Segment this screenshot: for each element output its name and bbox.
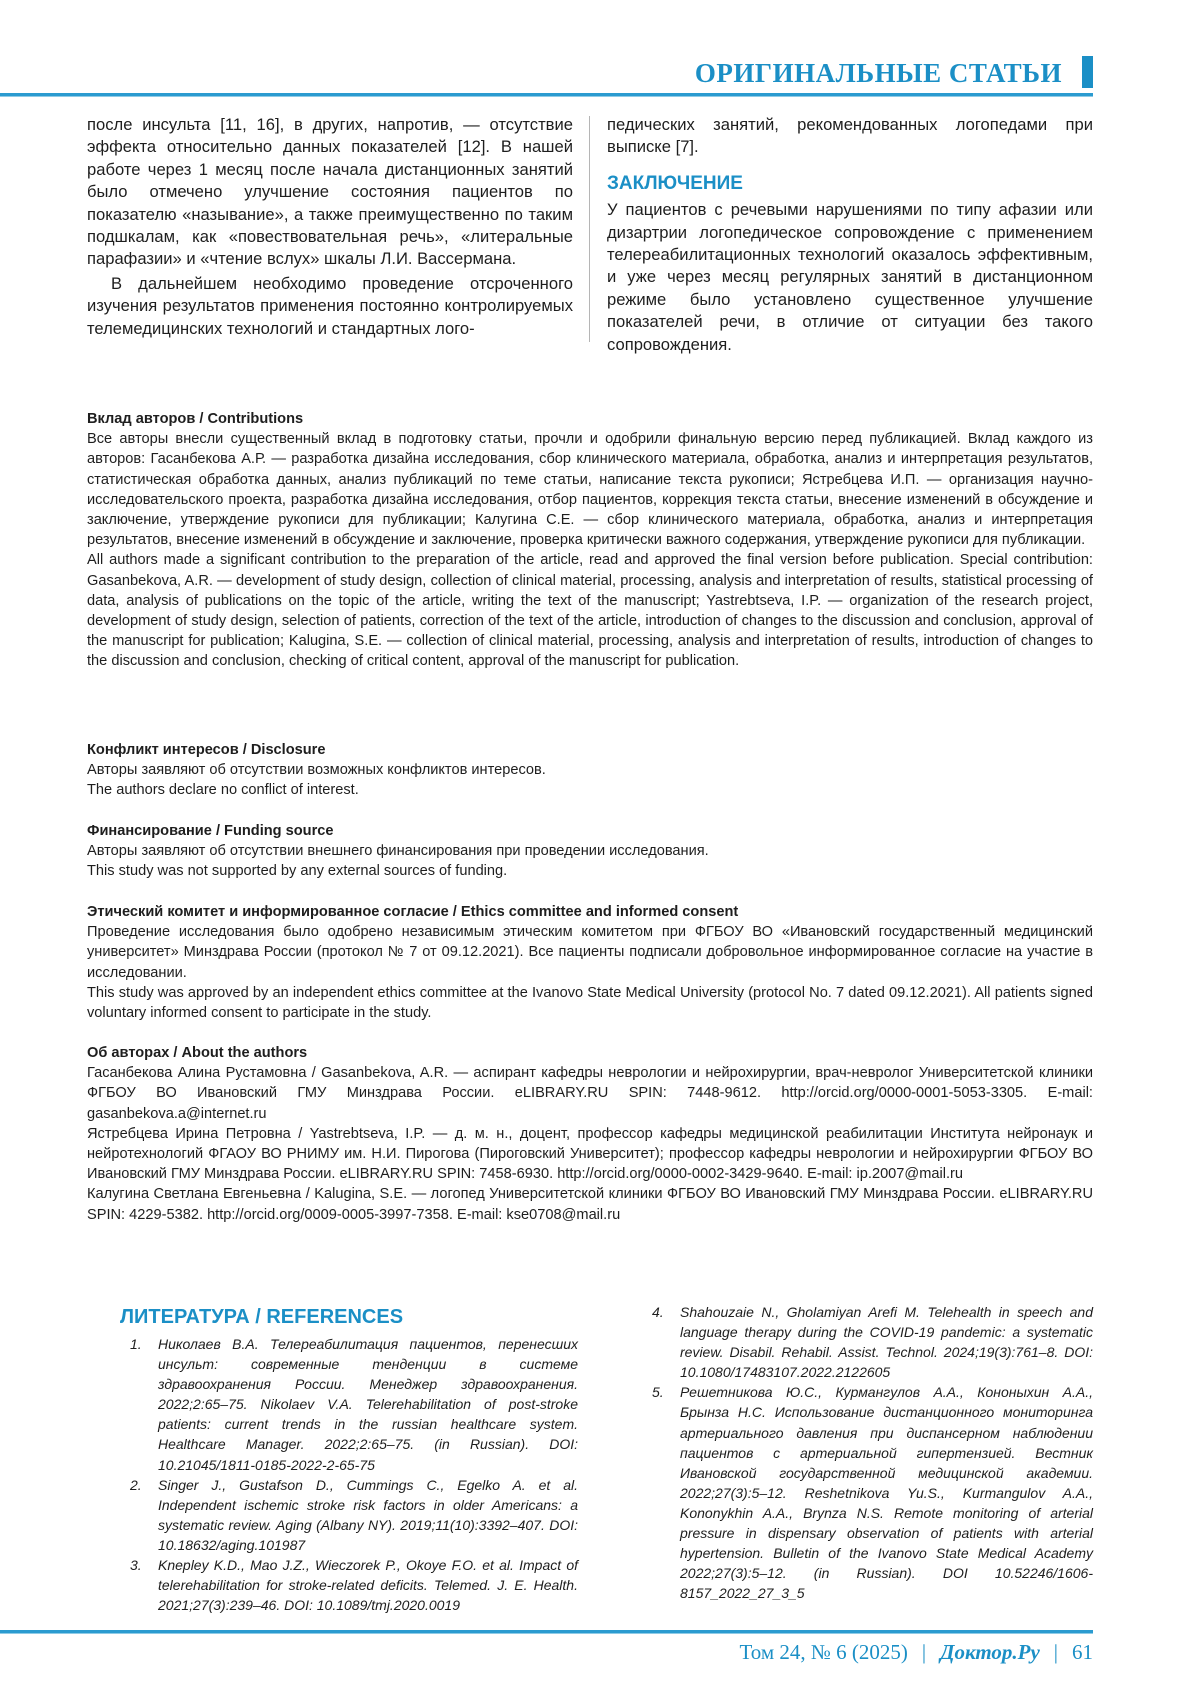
authors-section [87, 1043, 1093, 1225]
reference-item [652, 1382, 1093, 1603]
references-heading: ЛИТЕРАТУРА / REFERENCES [120, 1306, 403, 1329]
references-list-right [652, 1302, 1093, 1603]
journal-logo: Доктор.Ру [940, 1640, 1040, 1665]
paragraph: В дальнейшем необходимо проведение отсроченного изучения результатов применения постоянно контролируемых телемедицинских технологий и стандартных лого- [87, 273, 573, 340]
reference-text: Решетникова Ю.С., Курмангулов А.А., Кононыхин А.А., Брынза Н.С. Использование дистанционного мониторинга артериального давления при диспансерном наблюдении пациентов с артериальной гипертензией. Вестник Ивановской государственной медицинской академии. 2022;27(3):5–12. Reshetnikova Yu.S., Kurmangulov A.A., Kononykhin A.A., Brynza N.S. Remote monitoring of arterial pressure in dispensary observation of patients with arterial hypertension. Bulletin of the Ivanovo State Medical Academy 2022;27(3):5–12. (in Russian). DOI 10.52246/1606-8157_2022_27_3_5 [680, 1384, 1093, 1601]
funding-section [87, 821, 1093, 882]
footer-separator: | [922, 1640, 926, 1665]
issue-info: Том 24, № 6 (2025) [739, 1640, 907, 1665]
reference-number: 1. [130, 1334, 142, 1354]
reference-number: 3. [130, 1555, 142, 1575]
disclosure-section [87, 740, 1093, 801]
header-accent-bar [1082, 56, 1093, 88]
ethics-section [87, 902, 1093, 1023]
page-number: 61 [1072, 1640, 1093, 1665]
reference-text: Knepley K.D., Mao J.Z., Wieczorek P., Okoye F.O. et al. Impact of telerehabilitation for stroke-related deficits. Telemed. J. E. Health. 2021;27(3):239–46. DOI: 10.1089/tmj.2020.0019 [158, 1557, 578, 1613]
reference-number: 2. [130, 1475, 142, 1495]
author-item: Калугина Светлана Евгеньевна / Kalugina, S.E. — логопед Университетской клиники ФГБОУ ВО Ивановский ГМУ Минздрава России. eLIBRARY.RU SPIN: 4229-5382. http://orcid.org/0009-0005-3997-7358. E-mail: kse0708@mail.ru [87, 1184, 1093, 1224]
reference-text: Singer J., Gustafson D., Cummings C., Egelko A. et al. Independent ischemic stroke risk factors in older Americans: a systematic review. Aging (Albany NY). 2019;11(10):3392–407. DOI: 10.18632/aging.101987 [158, 1477, 578, 1553]
section-heading: Конфликт интересов / Disclosure [87, 740, 1093, 760]
paragraph: педических занятий, рекомендованных логопедами при выписке [7]. [607, 114, 1093, 159]
author-item: Гасанбекова Алина Рустамовна / Gasanbekova, A.R. — аспирант кафедры неврологии и нейрохирургии, врач-невролог Университетской клиники ФГБОУ ВО Ивановский ГМУ Минздрава России. eLIBRARY.RU SPIN: 7448-9612. http://orcid.org/0000-0001-5053-3305. E-mail: gasanbekova.a@internet.ru [87, 1063, 1093, 1124]
paragraph: Все авторы внесли существенный вклад в подготовку статьи, прочли и одобрили финальную версию перед публикацией. Вклад каждого из авторов: Гасанбекова А.Р. — разработка дизайна исследования, сбор клинического материала, обработка, анализ и интерпретация результатов, статистическая обработка данных, анализ публикаций по теме статьи, написание текста рукописи; Ястребцева И.П. — организация научно-исследовательского проекта, разработка дизайна исследования, отбор пациентов, коррекция текста статьи, внесение изменений в обсуждение и заключение, утверждение рукописи для публикации; Калугина С.Е. — сбор клинического материала, обработка, анализ и интерпретация результатов, внесение изменений в обсуждение и заключение, проверка критически важного содержания, утверждение рукописи для публикации. [87, 429, 1093, 550]
contributions-section [87, 409, 1093, 672]
right-column [607, 114, 1093, 356]
conclusion-text: У пациентов с речевыми нарушениями по типу афазии или дизартрии логопедическое сопровождение с применением телереабилитационных технологий оказалось эффективным, и уже через месяц регулярных занятий в дистанционном режиме было установлено существенное улучшение показателей речи, в отличие от ситуации без такого сопровождения. [607, 199, 1093, 356]
reference-item [652, 1302, 1093, 1382]
section-heading: Об авторах / About the authors [87, 1043, 1093, 1063]
section-title: ОРИГИНАЛЬНЫЕ СТАТЬИ [695, 58, 1062, 89]
reference-text: Shahouzaie N., Gholamiyan Arefi M. Telehealth in speech and language therapy during the COVID-19 pandemic: a systematic review. Disabil. Rehabil. Assist. Technol. 2024;19(3):761–8. DOI: 10.1080/17483107.2022.2122605 [680, 1304, 1093, 1380]
reference-item [130, 1334, 578, 1475]
left-column [87, 114, 573, 340]
reference-text: Николаев В.А. Телереабилитация пациентов, перенесших инсульт: современные тенденции в системе здравоохранения России. Менеджер здравоохранения. 2022;2:65–75. Nikolaev V.A. Telerehabilitation of post-stroke patients: current trends in the russian healthcare system. Healthcare Manager. 2022;2:65–75. (in Russian). DOI: 10.21045/1811-0185-2022-2-65-75 [158, 1336, 578, 1473]
paragraph: This study was approved by an independent ethics committee at the Ivanovo State Medical University (protocol No. 7 dated 09.12.2021). All patients signed voluntary informed consent to participate in the study. [87, 983, 1093, 1023]
paragraph: Авторы заявляют об отсутствии возможных конфликтов интересов. [87, 760, 1093, 780]
paragraph: Проведение исследования было одобрено независимым этическим комитетом при ФГБОУ ВО «Ивановский государственный медицинский университет» Минздрава России (протокол № 7 от 09.12.2021). Все пациенты подписали добровольное информированное согласие на участие в исследовании. [87, 922, 1093, 983]
section-heading: Этический комитет и информированное согласие / Ethics committee and informed consent [87, 902, 1093, 922]
reference-number: 4. [652, 1302, 664, 1322]
footer-rule [0, 1630, 1093, 1634]
author-item: Ястребцева Ирина Петровна / Yastrebtseva, I.P. — д. м. н., доцент, профессор кафедры медицинской реабилитации Института нейронаук и нейротехнологий ФГАОУ ВО РНИМУ им. Н.И. Пирогова (Пироговский Университет); профессор кафедры неврологии и нейрохирургии ФГБОУ ВО Ивановский ГМУ Минздрава России. eLIBRARY.RU SPIN: 7458-6930. http://orcid.org/0000-0002-3429-9640. E-mail: ip.2007@mail.ru [87, 1124, 1093, 1185]
paragraph: Авторы заявляют об отсутствии внешнего финансирования при проведении исследования. [87, 841, 1093, 861]
column-divider [589, 116, 590, 342]
page-footer [739, 1640, 1093, 1665]
paragraph: после инсульта [11, 16], в других, напротив, — отсутствие эффекта относительно данных показателей [12]. В нашей работе через 1 месяц после начала дистанционных занятий было отмечено улучшение состояния пациентов по показателю «называние», а также преимущественно по таким подшкалам, как «повествовательная речь», «литеральные парафазии» и «чтение вслух» шкалы Л.И. Вассермана. [87, 114, 573, 271]
references-list-left [130, 1334, 578, 1615]
header-rule [0, 93, 1093, 97]
conclusion-heading: ЗАКЛЮЧЕНИЕ [607, 173, 1093, 195]
reference-item [130, 1555, 578, 1615]
section-heading: Финансирование / Funding source [87, 821, 1093, 841]
paragraph: All authors made a significant contribution to the preparation of the article, read and approved the final version before publication. Special contribution: Gasanbekova, A.R. — development of study design, collection of clinical material, processing, analysis and interpretation of results, statistical processing of data, analysis of publications on the topic of the article, writing the text of the manuscript; Yastrebtseva, I.P. — organization of the research project, development of study design, selection of patients, correction of the text of the article, introduction of changes to the discussion and conclusion, approval of the manuscript for publication; Kalugina, S.E. — collection of clinical material, processing, analysis and interpretation of results, introduction of changes to the discussion and conclusion, checking of critical content, approval of the manuscript for publication. [87, 550, 1093, 671]
footer-separator: | [1054, 1640, 1058, 1665]
paragraph: The authors declare no conflict of interest. [87, 780, 1093, 800]
reference-item [130, 1475, 578, 1555]
paragraph: This study was not supported by any external sources of funding. [87, 861, 1093, 881]
reference-number: 5. [652, 1382, 664, 1402]
section-heading: Вклад авторов / Contributions [87, 409, 1093, 429]
